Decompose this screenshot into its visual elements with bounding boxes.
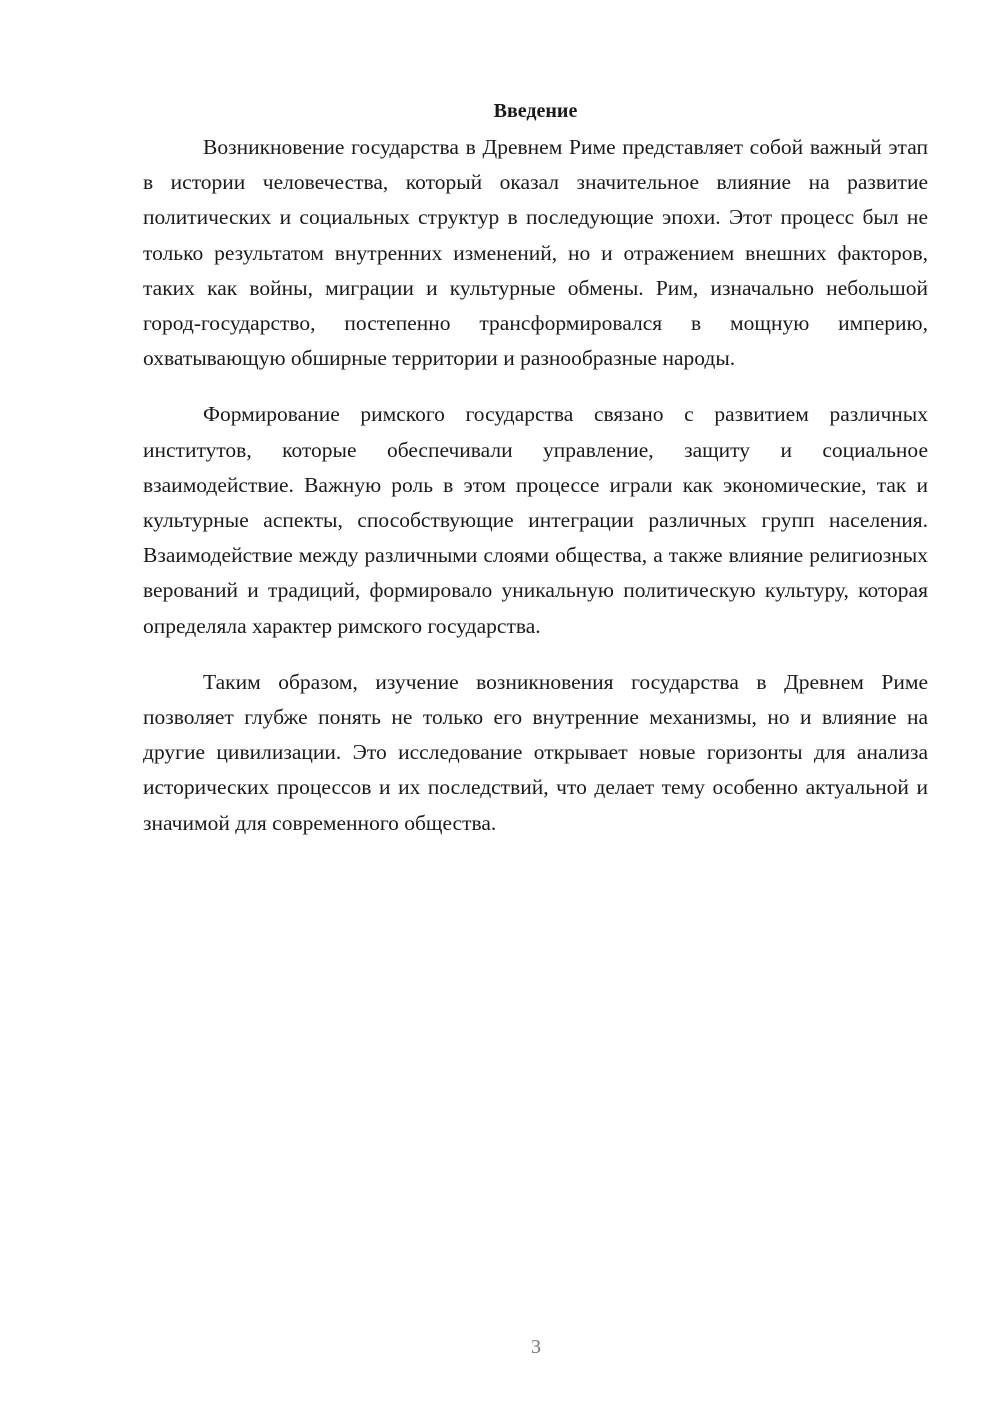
page-number: 3	[531, 1336, 541, 1358]
paragraph-1: Возникновение государства в Древнем Риме представляет собой важный этап в истории человечества, который оказал значительное влияние на развитие политических и социальных структур в последующие эпохи. Этот процесс был не только результатом внутренних изменений, но и отражением внешних факторов, таких как войны, миграции и культурные обмены. Рим, изначально небольшой город-государство, постепенно трансформировался в мощную империю, охватывающую обширные территории и разнообразные народы.	[143, 135, 928, 371]
section-heading: Введение	[493, 100, 578, 122]
paragraph-3: Таким образом, изучение возникновения государства в Древнем Риме позволяет глубже понять не только его внутренние механизмы, но и влияние на другие цивилизации. Это исследование открывает новые горизонты для анализа исторических процессов и их последствий, что делает тему особенно актуальной и значимой для современного общества.	[143, 669, 928, 835]
page-content	[143, 96, 928, 862]
paragraph-2: Формирование римского государства связано с развитием различных институтов, которые обеспечивали управление, защиту и социальное взаимодействие. Важную роль в этом процессе играли как экономические, так и культурные аспекты, способствующие интеграции различных групп населения. Взаимодействие между различными слоями общества, а также влияние религиозных верований и традиций, формировало уникальную политическую культуру, которая определяла характер римского государства.	[143, 402, 928, 638]
